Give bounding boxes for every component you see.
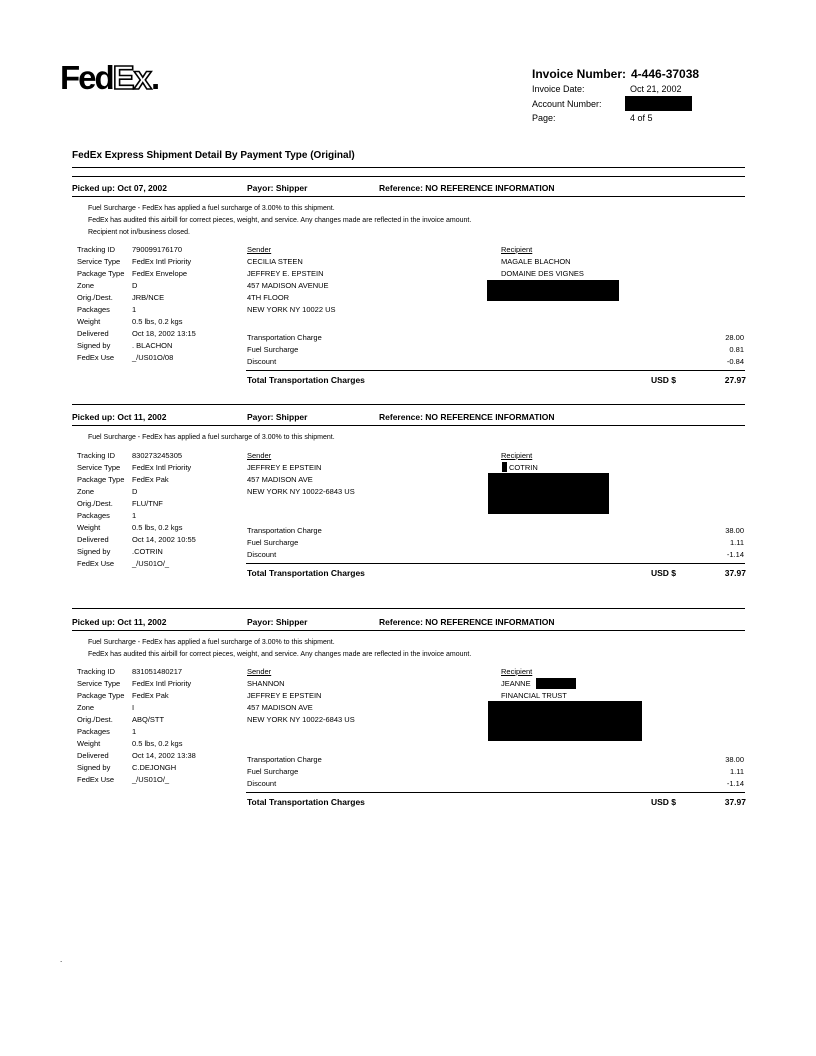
shipment-3-picked-up: Picked up: Oct 11, 2002 (72, 617, 167, 627)
label-package-type: Package Type (77, 475, 125, 484)
transportation-charge-label: Transportation Charge (247, 755, 322, 764)
orig-dest-value: ABQ/STT (132, 715, 165, 724)
invoice-date-label: Invoice Date: (532, 84, 585, 94)
label-zone: Zone (77, 487, 95, 496)
weight-value: 0.5 lbs, 0.2 kgs (132, 739, 183, 748)
page-label: Page: (532, 113, 556, 123)
delivered-value: Oct 18, 2002 13:15 (132, 329, 196, 338)
fedex-logo: FedEx. (60, 59, 159, 96)
sender-line: CECILIA STEEN (247, 257, 303, 266)
signed-by-value: .COTRIN (132, 547, 163, 556)
total-rule (246, 563, 745, 564)
delivered-value: Oct 14, 2002 13:38 (132, 751, 196, 760)
recipient-line: DOMAINE DES VIGNES (501, 269, 584, 278)
label-orig-dest: Orig./Dest. (77, 499, 113, 508)
label-weight: Weight (77, 523, 101, 532)
redaction-recipient-first-name (502, 462, 507, 472)
orig-dest-value: FLU/TNF (132, 499, 163, 508)
total-value: 37.97 (724, 797, 746, 807)
shipment-1-payor: Payor: Shipper (247, 183, 308, 193)
service-type-value: FedEx Intl Priority (132, 463, 192, 472)
fuel-surcharge-label: Fuel Surcharge (247, 345, 299, 354)
shipment-3-note-2: FedEx has audited this airbill for correct pieces, weight, and service. Any changes made are reflected in the invoice amount. (88, 651, 472, 658)
label-signed-by: Signed by (77, 763, 111, 772)
shipment-3-note-1: Fuel Surcharge - FedEx has applied a fuel surcharge of 3.00% to this shipment. (88, 639, 335, 646)
package-type-value: FedEx Envelope (132, 269, 188, 278)
total-currency: USD $ (651, 375, 677, 385)
recipient-line: MAGALE BLACHON (501, 257, 571, 266)
fuel-surcharge-label: Fuel Surcharge (247, 538, 299, 547)
label-delivered: Delivered (77, 535, 109, 544)
zone-value: I (132, 703, 135, 712)
sender-heading: Sender (247, 667, 272, 676)
sender-line: JEFFREY E. EPSTEIN (247, 269, 324, 278)
shipment-3-payor: Payor: Shipper (247, 617, 308, 627)
label-fedex-use: FedEx Use (77, 353, 115, 362)
page-value: 4 of 5 (630, 113, 653, 123)
recipient-line: FINANCIAL TRUST (501, 691, 567, 700)
label-service-type: Service Type (77, 679, 121, 688)
footer-mark: . (60, 955, 63, 964)
total-currency: USD $ (651, 568, 677, 578)
shipment-1-note-2: FedEx has audited this airbill for correct pieces, weight, and service. Any changes made are reflected in the invoice amount. (88, 217, 472, 224)
service-type-value: FedEx Intl Priority (132, 257, 192, 266)
sender-line: NEW YORK NY 10022-6843 US (247, 487, 355, 496)
label-zone: Zone (77, 281, 95, 290)
fedex-use-value: _/US01O/08 (132, 353, 174, 362)
shipment-1-note-1: Fuel Surcharge - FedEx has applied a fuel surcharge of 3.00% to this shipment. (88, 205, 335, 212)
shipment-3-top-rule (72, 608, 745, 609)
sender-line: SHANNON (247, 679, 285, 688)
discount-value: -0.84 (726, 357, 744, 366)
label-delivered: Delivered (77, 751, 109, 760)
shipment-2-picked-up: Picked up: Oct 11, 2002 (72, 412, 167, 422)
redaction-recipient-last-name (536, 678, 576, 689)
zone-value: D (132, 487, 138, 496)
total-label: Total Transportation Charges (247, 375, 365, 385)
discount-value: -1.14 (726, 779, 744, 788)
label-orig-dest: Orig./Dest. (77, 715, 113, 724)
packages-value: 1 (132, 727, 137, 736)
shipment-2-top-rule (72, 404, 745, 405)
recipient-line: JEANNE (501, 679, 531, 688)
invoice-date-value: Oct 21, 2002 (630, 84, 682, 94)
shipment-1-picked-up: Picked up: Oct 07, 2002 (72, 183, 167, 193)
redaction-recipient-address (488, 701, 642, 741)
recipient-heading: Recipient (501, 245, 533, 254)
label-packages: Packages (77, 511, 110, 520)
label-zone: Zone (77, 703, 95, 712)
shipment-2-payor: Payor: Shipper (247, 412, 308, 422)
page-title: FedEx Express Shipment Detail By Payment Type (Original) (72, 150, 355, 161)
label-delivered: Delivered (77, 329, 109, 338)
label-signed-by: Signed by (77, 547, 111, 556)
label-packages: Packages (77, 305, 110, 314)
total-rule (246, 792, 745, 793)
title-divider (72, 167, 745, 168)
shipment-1-top-rule (72, 176, 745, 177)
fedex-use-value: _/US01O/_ (132, 775, 170, 784)
redaction-recipient-address (488, 473, 609, 514)
label-weight: Weight (77, 739, 101, 748)
label-packages: Packages (77, 727, 110, 736)
tracking-id-value: 790099176170 (132, 245, 183, 254)
discount-label: Discount (247, 779, 277, 788)
label-package-type: Package Type (77, 269, 125, 278)
shipment-2-note-1: Fuel Surcharge - FedEx has applied a fuel surcharge of 3.00% to this shipment. (88, 434, 335, 441)
label-tracking-id: Tracking ID (77, 245, 116, 254)
discount-label: Discount (247, 550, 277, 559)
fuel-surcharge-value: 0.81 (729, 345, 744, 354)
label-fedex-use: FedEx Use (77, 775, 115, 784)
fuel-surcharge-value: 1.11 (729, 538, 744, 547)
total-label: Total Transportation Charges (247, 568, 365, 578)
label-fedex-use: FedEx Use (77, 559, 115, 568)
shipment-1-note-3: Recipient not in/business closed. (88, 229, 190, 236)
zone-value: D (132, 281, 138, 290)
label-package-type: Package Type (77, 691, 125, 700)
account-number-label: Account Number: (532, 99, 602, 109)
packages-value: 1 (132, 511, 137, 520)
sender-line: 457 MADISON AVENUE (247, 281, 329, 290)
sender-line: NEW YORK NY 10022-6843 US (247, 715, 355, 724)
label-tracking-id: Tracking ID (77, 667, 116, 676)
sender-line: 4TH FLOOR (247, 293, 290, 302)
sender-heading: Sender (247, 451, 272, 460)
sender-line: JEFFREY E EPSTEIN (247, 691, 322, 700)
package-type-value: FedEx Pak (132, 691, 169, 700)
label-service-type: Service Type (77, 257, 121, 266)
label-orig-dest: Orig./Dest. (77, 293, 113, 302)
total-value: 37.97 (724, 568, 746, 578)
service-type-value: FedEx Intl Priority (132, 679, 192, 688)
shipment-2-header-rule (72, 425, 745, 426)
total-value: 27.97 (724, 375, 746, 385)
redaction-account-number (625, 96, 692, 111)
package-type-value: FedEx Pak (132, 475, 169, 484)
label-weight: Weight (77, 317, 101, 326)
sender-heading: Sender (247, 245, 272, 254)
transportation-charge-value: 28.00 (725, 333, 744, 342)
invoice-number-value: 4-446-37038 (631, 67, 700, 81)
shipment-1-reference: Reference: NO REFERENCE INFORMATION (379, 183, 555, 193)
recipient-heading: Recipient (501, 451, 533, 460)
tracking-id-value: 830273245305 (132, 451, 183, 460)
shipment-1-header-rule (72, 196, 745, 197)
label-tracking-id: Tracking ID (77, 451, 116, 460)
redaction-recipient-address (487, 280, 619, 301)
fuel-surcharge-label: Fuel Surcharge (247, 767, 299, 776)
sender-line: NEW YORK NY 10022 US (247, 305, 336, 314)
total-label: Total Transportation Charges (247, 797, 365, 807)
tracking-id-value: 831051480217 (132, 667, 183, 676)
label-service-type: Service Type (77, 463, 121, 472)
sender-line: 457 MADISON AVE (247, 703, 313, 712)
total-currency: USD $ (651, 797, 677, 807)
shipment-3-reference: Reference: NO REFERENCE INFORMATION (379, 617, 555, 627)
fuel-surcharge-value: 1.11 (729, 767, 744, 776)
signed-by-value: . BLACHON (132, 341, 173, 350)
weight-value: 0.5 lbs, 0.2 kgs (132, 523, 183, 532)
discount-label: Discount (247, 357, 277, 366)
transportation-charge-label: Transportation Charge (247, 333, 322, 342)
shipment-2-reference: Reference: NO REFERENCE INFORMATION (379, 412, 555, 422)
orig-dest-value: JRB/NCE (132, 293, 165, 302)
fedex-use-value: _/US01O/_ (132, 559, 170, 568)
transportation-charge-label: Transportation Charge (247, 526, 322, 535)
delivered-value: Oct 14, 2002 10:55 (132, 535, 196, 544)
packages-value: 1 (132, 305, 137, 314)
transportation-charge-value: 38.00 (725, 755, 744, 764)
invoice-number-label: Invoice Number: (532, 67, 627, 81)
sender-line: 457 MADISON AVE (247, 475, 313, 484)
transportation-charge-value: 38.00 (725, 526, 744, 535)
label-signed-by: Signed by (77, 341, 111, 350)
shipment-3-header-rule (72, 630, 745, 631)
signed-by-value: C.DEJONGH (132, 763, 177, 772)
discount-value: -1.14 (726, 550, 744, 559)
weight-value: 0.5 lbs, 0.2 kgs (132, 317, 183, 326)
recipient-heading: Recipient (501, 667, 533, 676)
sender-line: JEFFREY E EPSTEIN (247, 463, 322, 472)
recipient-line: COTRIN (509, 463, 538, 472)
total-rule (246, 370, 745, 371)
